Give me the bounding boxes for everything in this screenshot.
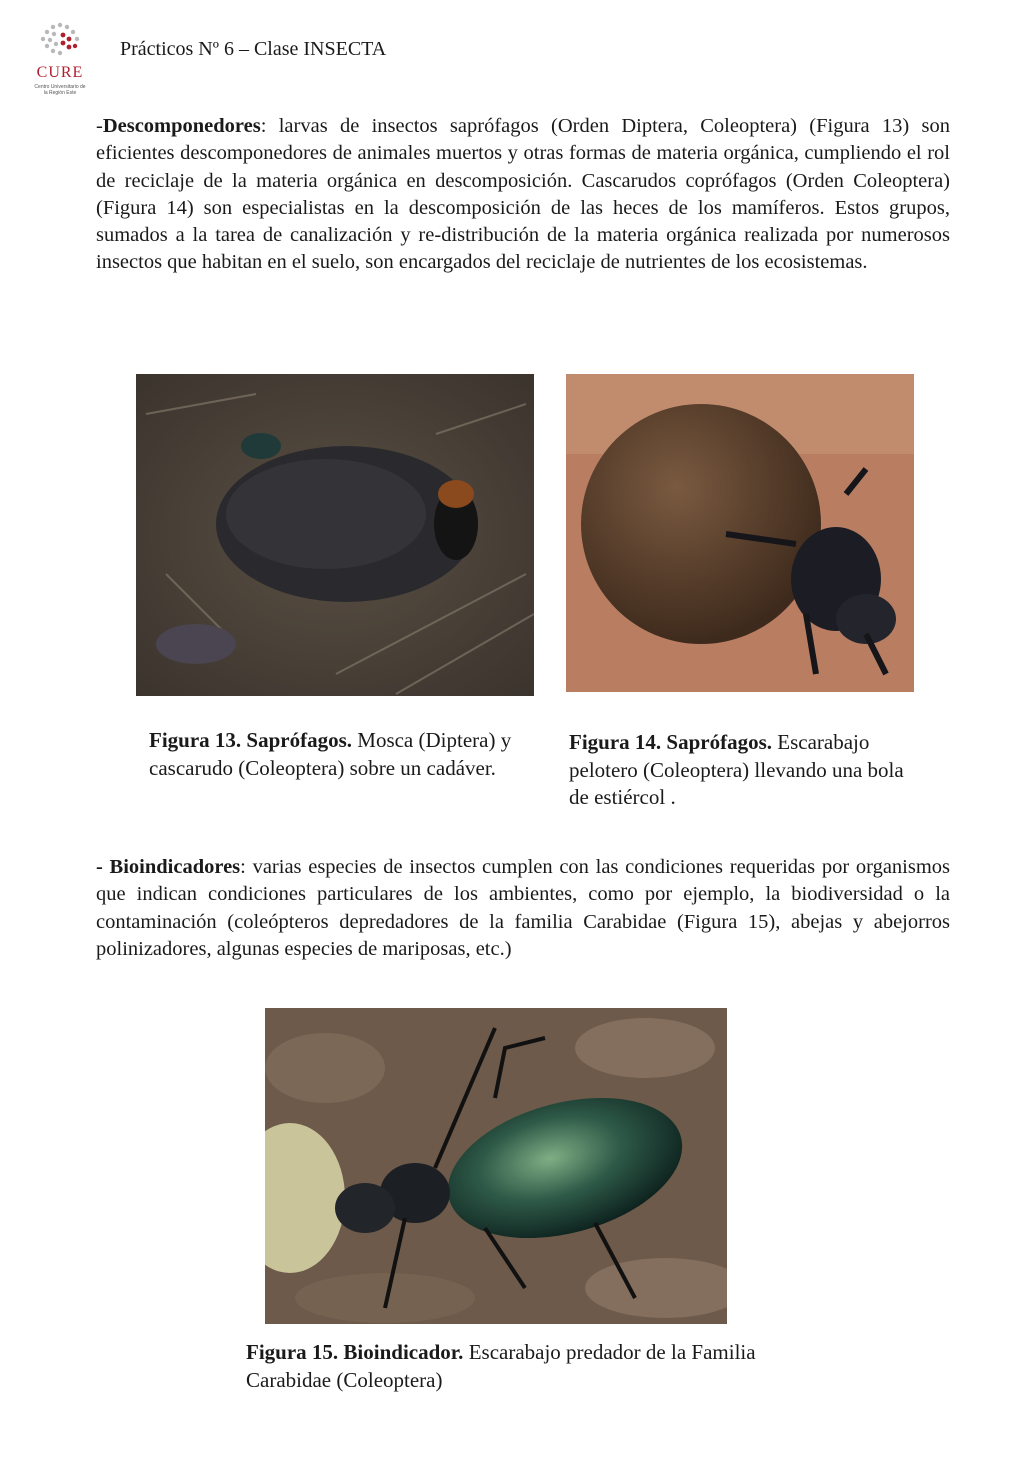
paragraph-text: : varias especies de insectos cumplen con las condiciones requeridas por organismos que indican condiciones particulares de los ambientes, como por ejemplo, la biodiversidad o la contaminación (coleópteros depredadores de la familia Carabidae (Figura 15), abejas y abejorros polinizadores, algunas especies de mariposas, etc.) [96,856,951,960]
prefix: - [96,115,103,137]
figure-14-caption [569,729,919,812]
cure-logo [34,22,86,96]
figure-15-caption-text: Escarabajo predador de la Familia Carabidae (Coleoptera) [246,1340,756,1392]
figure-15-caption [246,1339,766,1394]
figure-13-image [136,374,534,696]
figure-14-caption-text: Escarabajo pelotero (Coleoptera) llevando una bola de estiércol . [569,730,904,809]
figure-15-image [265,1008,727,1324]
figure-15-label: Figura 15. Bioindicador. [246,1340,464,1364]
figure-13-caption-text: Mosca (Diptera) y cascarudo (Coleoptera) sobre un cadáver. [149,728,512,780]
logo-subtitle: Centro Universitario de la Región Este [34,84,86,96]
prefix: - [96,856,110,878]
term-bioindicadores: Bioindicadores [109,856,241,878]
dot-grid-logo-icon [36,22,84,60]
page-header: Prácticos Nº 6 – Clase INSECTA [120,38,387,60]
logo-name: CURE [36,64,84,81]
figure-14-label: Figura 14. Saprófagos. [569,730,773,754]
figure-13-label: Figura 13. Saprófagos. [149,728,353,752]
paragraph-descomponedores [96,113,950,277]
figure-13-caption [149,727,519,782]
figure-14-image [566,374,914,692]
term-descomponedores: Descomponedores [102,115,261,137]
paragraph-bioindicadores [96,854,950,963]
paragraph-text: : larvas de insectos saprófagos (Orden Diptera, Coleoptera) (Figura 13) son eficientes descomponedores de animales muertos y otras formas de materia orgánica, cumpliendo el rol de reciclaje de la materia orgánica en descomposición. Cascarudos coprófagos (Orden Coleoptera) (Figura 14) son especialistas en la descomposición de las heces de los mamíferos. Estos grupos, sumados a la tarea de canalización y re-distribución de la materia orgánica realizada por numerosos insectos que habitan en el suelo, son encargados del reciclaje de nutrientes de los ecosistemas. [96,115,950,274]
